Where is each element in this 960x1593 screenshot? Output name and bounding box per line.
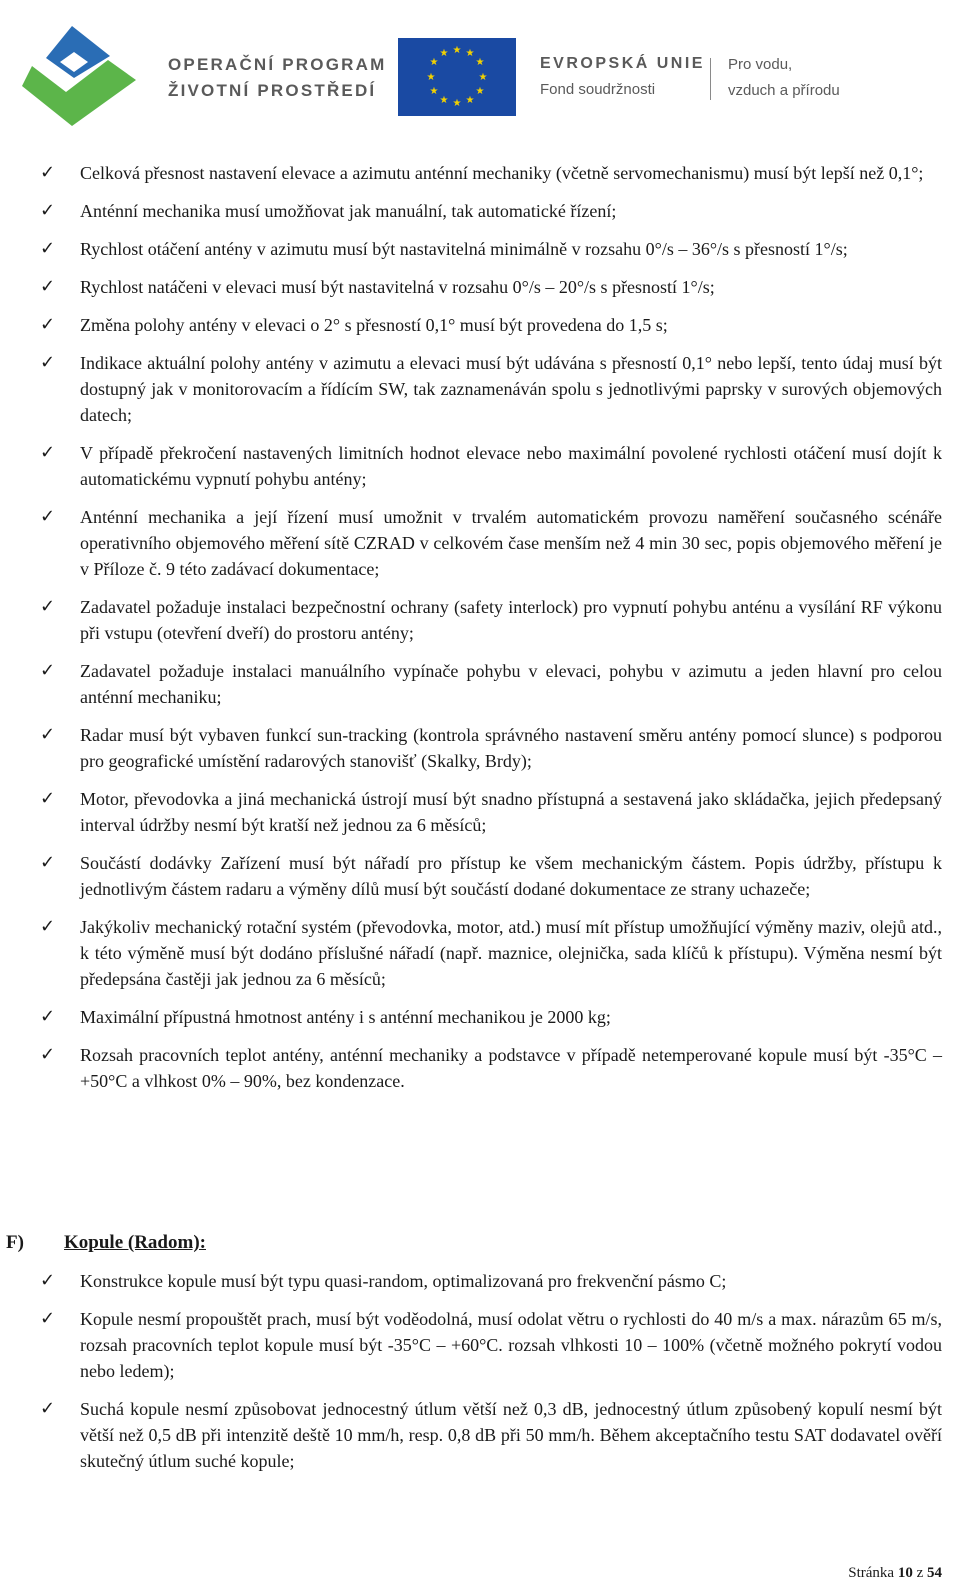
checkmark-icon: ✓ [40,724,56,745]
checkmark-icon: ✓ [40,916,56,937]
list-item-text: Motor, převodovka a jiná mechanická ústrojí musí být snadno přístupná a sestavená jako skládačka, jejich předepsaný interval údržby nesmí být kratší než jednou za 6 měsíců; [80,789,942,835]
list-item [0,1396,960,1474]
list-item [0,504,960,582]
list-item [0,914,960,992]
checkmark-icon: ✓ [40,506,56,527]
list-item-text: Rychlost natáčeni v elevaci musí být nastavitelná v rozsahu 0°/s – 20°/s s přesností 1°/s; [80,277,715,297]
list-item-text: Součástí dodávky Zařízení musí být nářadí pro přístup ke všem mechanickým částem. Popis údržby, přístupu k jednotlivým částem radaru a výměny dílů musí být součástí dodané dokumentace ze strany uchazeče; [80,853,942,899]
checkmark-icon: ✓ [40,1044,56,1065]
checkmark-icon: ✓ [40,1270,56,1291]
list-item-text: Jakýkoliv mechanický rotační systém (převodovka, motor, atd.) musí mít přístup umožňující výměny maziv, olejů atd., k této výměně musí být dodáno příslušné nářadí (např. maznice, olejnička, sada klíčů k přístupu). Výměna nesmí být předepsána častěji jak jednou za 6 měsíců; [80,917,942,989]
svg-text:★: ★ [465,48,475,59]
list-item-text: Maximální přípustná hmotnost antény i s anténní mechanikou je 2000 kg; [80,1007,611,1027]
list-item-text: Rychlost otáčení antény v azimutu musí být nastavitelná minimálně v rozsahu 0°/s – 36°/s s přesností 1°/s; [80,239,848,259]
page-of: z [916,1565,924,1581]
checkmark-icon: ✓ [40,852,56,873]
list-item-text: Anténní mechanika a její řízení musí umožnit v trvalém automatickém provozu naměření současného scénáře operativního objemového měření sítě CZRAD v celkovém čase menším než 4 min 30 sec, popis objemového měření je v Příloze č. 9 této zadávací dokumentace; [80,507,942,579]
list-item-text: Zadavatel požaduje instalaci manuálního vypínače pohybu v elevaci, pohybu v azimutu a jeden hlavní pro celou anténní mechaniku; [80,661,942,707]
checkmark-icon: ✓ [40,352,56,373]
list-item-text: Změna polohy antény v elevaci o 2° s přesností 0,1° musí být provedena do 1,5 s; [80,315,668,335]
checkmark-icon: ✓ [40,238,56,259]
list-item [0,786,960,838]
list-item-text: Kopule nesmí propouštět prach, musí být voděodolná, musí odolat větru o rychlosti do 40 m/s a max. nárazům 65 m/s, rozsah pracovních teplot kopule musí být -35°C – +60°C. rozsah vlhkosti 10 – 100% (včetně možného pokrytí vodou nebo ledem); [80,1309,942,1381]
list-item [0,1042,960,1094]
slogan [728,52,840,104]
checkmark-icon: ✓ [40,200,56,221]
svg-text:★: ★ [429,57,439,68]
eu-title: EVROPSKÁ UNIE [540,55,705,72]
checkmark-icon: ✓ [40,442,56,463]
checkmark-icon: ✓ [40,314,56,335]
page-number [848,1563,942,1583]
section-title: Kopule (Radom): [64,1232,206,1253]
checkmark-icon: ✓ [40,596,56,617]
checkmark-icon: ✓ [40,1308,56,1329]
checkmark-icon: ✓ [40,276,56,297]
checkmark-icon: ✓ [40,1006,56,1027]
svg-text:★: ★ [478,72,488,83]
svg-text:★: ★ [426,72,436,83]
list-item [0,722,960,774]
slogan-line1: Pro vodu, [728,56,793,73]
eu-fund: Fond soudržnosti [540,81,656,98]
list-item [0,236,960,262]
list-item-text: V případě překročení nastavených limitních hodnot elevace nebo maximální povolené rychlosti otáčení musí dojít k automatickému vypnutí pohybu antény; [80,443,942,489]
section-heading [6,1230,206,1256]
list-item [0,350,960,428]
slogan-line2: vzduch a přírodu [728,82,840,99]
current-page: 10 [897,1565,913,1581]
svg-text:★: ★ [429,86,439,97]
requirements-list-antenna [0,160,960,1106]
list-item [0,198,960,224]
list-item [0,440,960,492]
total-pages: 54 [927,1565,942,1581]
list-item-text: Rozsah pracovních teplot antény, anténní mechaniky a podstavce v případě netemperované kopule musí být -35°C – +50°C a vlhkost 0% – 90%, bez kondenzace. [80,1045,942,1091]
page-header [0,0,960,150]
checkmark-icon: ✓ [40,788,56,809]
checkmark-icon: ✓ [40,1398,56,1419]
list-item [0,1004,960,1030]
list-item-text: Suchá kopule nesmí způsobovat jednocestný útlum větší než 0,3 dB, jednocestný útlum způsobený kopulí nesmí být větší než 0,5 dB při intenzitě deště 10 mm/h, resp. 0,8 dB při 50 mm/h. Během akceptačního testu SAT dodavatel ověří skutečný útlum suché kopule; [80,1399,942,1471]
list-item [0,658,960,710]
page-label: Stránka [848,1565,895,1581]
svg-text:★: ★ [475,86,485,97]
eu-text [540,52,705,104]
eu-flag-icon [398,38,516,116]
list-item [0,1306,960,1384]
svg-text:★: ★ [452,45,462,56]
svg-text:★: ★ [475,57,485,68]
op-program-name [168,52,386,104]
svg-text:★: ★ [439,95,449,106]
requirements-list-radome [0,1268,960,1486]
svg-text:★: ★ [439,48,449,59]
list-item-text: Celková přesnost nastavení elevace a azimutu anténní mechaniky (včetně servomechanismu) musí být lepší než 0,1°; [80,163,924,183]
list-item [0,1268,960,1294]
list-item [0,312,960,338]
header-divider [710,58,711,100]
checkmark-icon: ✓ [40,162,56,183]
list-item-text: Indikace aktuální polohy antény v azimutu a elevaci musí být udávána s přesností 0,1° nebo lepší, tento údaj musí být dostupný jak v monitorovacím a řídícím SW, tak zaznamenáván spolu s jednotlivými paprsky v surových objemových datech; [80,353,942,425]
op-line1: OPERAČNÍ PROGRAM [168,55,387,74]
svg-text:★: ★ [452,98,462,109]
list-item-text: Konstrukce kopule musí být typu quasi-random, optimalizovaná pro frekvenční pásmo C; [80,1271,727,1291]
svg-text:★: ★ [465,95,475,106]
list-item-text: Anténní mechanika musí umožňovat jak manuální, tak automatické řízení; [80,201,617,221]
op-zp-logo [22,26,152,126]
list-item [0,274,960,300]
list-item [0,594,960,646]
list-item-text: Radar musí být vybaven funkcí sun-tracking (kontrola správného nastavení směru antény pomocí slunce) s podporou pro geografické umístění radarových stanovišť (Skalky, Brdy); [80,725,942,771]
list-item-text: Zadavatel požaduje instalaci bezpečnostní ochrany (safety interlock) pro vypnutí pohybu anténu a vysílání RF výkonu při vstupu (otevření dveří) do prostoru antény; [80,597,942,643]
checkmark-icon: ✓ [40,660,56,681]
section-letter: F) [6,1232,24,1253]
list-item [0,850,960,902]
op-line2: ŽIVOTNÍ PROSTŘEDÍ [168,81,377,100]
list-item [0,160,960,186]
